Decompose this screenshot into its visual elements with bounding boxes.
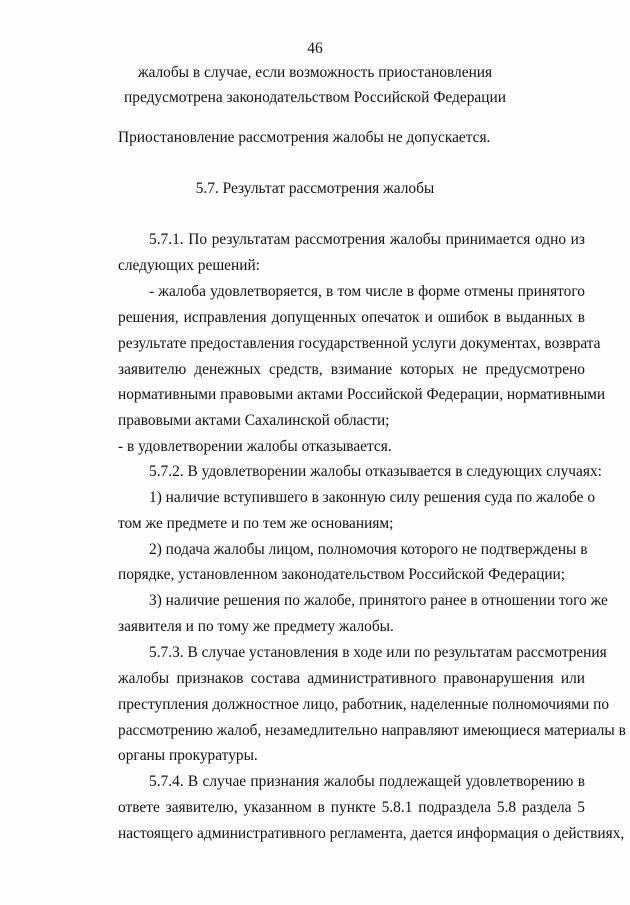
text-line: органы прокуратуры. <box>118 747 258 764</box>
text-line: 5.7.1. По результатам рассмотрения жалобы принимается одно из <box>149 231 585 248</box>
text-line: настоящего административного регламента, дается информация о действиях, <box>118 825 625 842</box>
text-line: 3) наличие решения по жалобе, принятого ранее в отношении того же <box>149 592 608 609</box>
text-line: следующих решений: <box>118 257 260 274</box>
text-line: 5.7.2. В удовлетворении жалобы отказывается в следующих случаях: <box>149 463 602 480</box>
text-line: заявителя и по тому же предмету жалобы. <box>118 618 394 635</box>
text-line: - в удовлетворении жалобы отказывается. <box>118 438 392 455</box>
text-line: 2) подача жалобы лицом, полномочия которого не подтверждены в <box>149 541 588 558</box>
text-line: 5.7.3. В случае установления в ходе или по результатам рассмотрения <box>149 644 607 661</box>
text-line: жалобы признаков состава административного правонарушения или <box>118 670 585 687</box>
text-line: предусмотрена законодательством Российской Федерации <box>124 89 506 106</box>
text-line: ответе заявителю, указанном в пункте 5.8.1 подраздела 5.8 раздела 5 <box>118 799 585 816</box>
text-line: результате предоставления государственной услуги документах, возврата <box>118 335 601 352</box>
text-line: рассмотрению жалоб, незамедлительно направляют имеющиеся материалы в <box>118 722 626 739</box>
text-line: правовыми актами Сахалинской области; <box>118 412 390 429</box>
text-line: нормативными правовыми актами Российской Федерации, нормативными <box>118 386 606 403</box>
text-line: том же предмете и по тем же основаниям; <box>118 515 394 532</box>
text-line: - жалоба удовлетворяется, в том числе в форме отмены принятого <box>149 283 585 300</box>
text-line: порядке, установленном законодательством Российской Федерации; <box>118 566 566 583</box>
section-heading: 5.7. Результат рассмотрения жалобы <box>195 180 435 197</box>
page-number: 46 <box>307 40 323 57</box>
text-line: 5.7.4. В случае признания жалобы подлежащей удовлетворению в <box>149 773 585 790</box>
text-line: преступления должностное лицо, работник, наделенные полномочиями по <box>118 696 610 713</box>
text-line: жалобы в случае, если возможность приостановления <box>137 64 493 81</box>
text-line: заявителю денежных средств, взимание которых не предусмотрено <box>118 361 585 378</box>
text-line: решения, исправления допущенных опечаток и ошибок в выданных в <box>118 309 585 326</box>
text-line: Приостановление рассмотрения жалобы не допускается. <box>118 129 491 146</box>
text-line: 1) наличие вступившего в законную силу решения суда по жалобе о <box>149 489 596 506</box>
